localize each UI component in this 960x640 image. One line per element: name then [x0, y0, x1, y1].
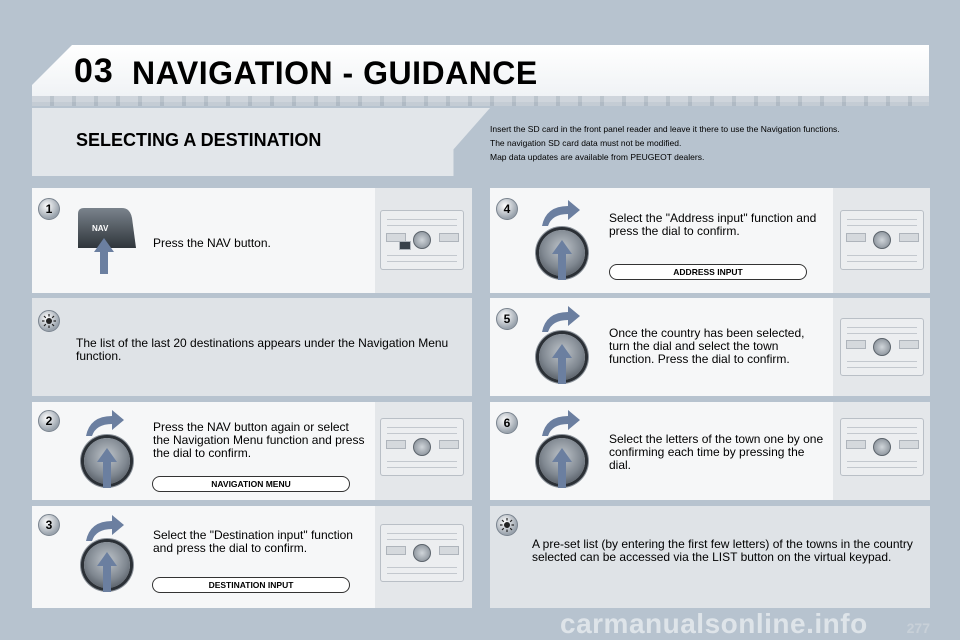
tip-2-text: A pre-set list (by entering the first few letters) of the towns in the country selected can be accessed via the LIST button on the virtual keypad.	[532, 537, 913, 564]
turn-arrow-icon	[84, 515, 124, 541]
radio-unit-4	[840, 210, 924, 270]
press-arrow-icon	[97, 448, 117, 488]
turn-arrow-icon	[540, 306, 580, 332]
address-input-label: ADDRESS INPUT	[609, 264, 807, 280]
info-line-3: Map data updates are available from PEUGEOT dealers.	[490, 152, 705, 162]
chapter-number: 03	[74, 52, 114, 90]
tip-1-text: The list of the last 20 destinations appears under the Navigation Menu function.	[76, 336, 449, 363]
step-1-text: Press the NAV button.	[153, 236, 271, 250]
radio-unit-5	[840, 318, 924, 376]
turn-arrow-icon	[84, 410, 124, 436]
lightbulb-icon	[38, 310, 60, 332]
step-4-badge: 4	[496, 198, 518, 220]
step-6-text: Select the letters of the town one by one confirming each time by pressing the dial.	[609, 432, 824, 472]
step-3-text: Select the "Destination input" function and press the dial to confirm.	[153, 528, 353, 555]
info-line-2: The navigation SD card data must not be modified.	[490, 138, 682, 148]
step-1-badge: 1	[38, 198, 60, 220]
navigation-menu-label: NAVIGATION MENU	[152, 476, 350, 492]
section-title: SELECTING A DESTINATION	[76, 130, 322, 150]
watermark: carmanualsonline.info	[560, 608, 868, 639]
press-arrow-icon	[552, 344, 572, 384]
step-5-text: Once the country has been selected, turn the dial and select the town function. Press the dial to confirm.	[609, 326, 805, 366]
radio-unit-6	[840, 418, 924, 476]
page-number: 277	[906, 620, 930, 636]
radio-unit-2	[380, 418, 464, 476]
step-3-badge: 3	[38, 514, 60, 536]
turn-arrow-icon	[540, 410, 580, 436]
destination-input-label: DESTINATION INPUT	[152, 577, 350, 593]
step-6-badge: 6	[496, 412, 518, 434]
step-2-badge: 2	[38, 410, 60, 432]
press-arrow-icon	[97, 552, 117, 592]
radio-unit-1	[380, 210, 464, 270]
turn-arrow-icon	[540, 200, 580, 226]
step-4-text: Select the "Address input" function and press the dial to confirm.	[609, 211, 817, 238]
info-line-1: Insert the SD card in the front panel reader and leave it there to use the Navigation functions.	[490, 124, 840, 134]
step-5-badge: 5	[496, 308, 518, 330]
radio-unit-3	[380, 524, 464, 582]
press-arrow-icon	[552, 240, 572, 280]
nav-button-label: NAV	[92, 224, 109, 233]
step-2-text: Press the NAV button again or select the Navigation Menu function and press the dial to confirm.	[153, 420, 365, 460]
decorative-strip	[32, 96, 929, 106]
press-arrow-icon	[94, 238, 114, 274]
page-title: NAVIGATION - GUIDANCE	[132, 55, 538, 91]
press-arrow-icon	[552, 448, 572, 488]
lightbulb-icon	[496, 514, 518, 536]
